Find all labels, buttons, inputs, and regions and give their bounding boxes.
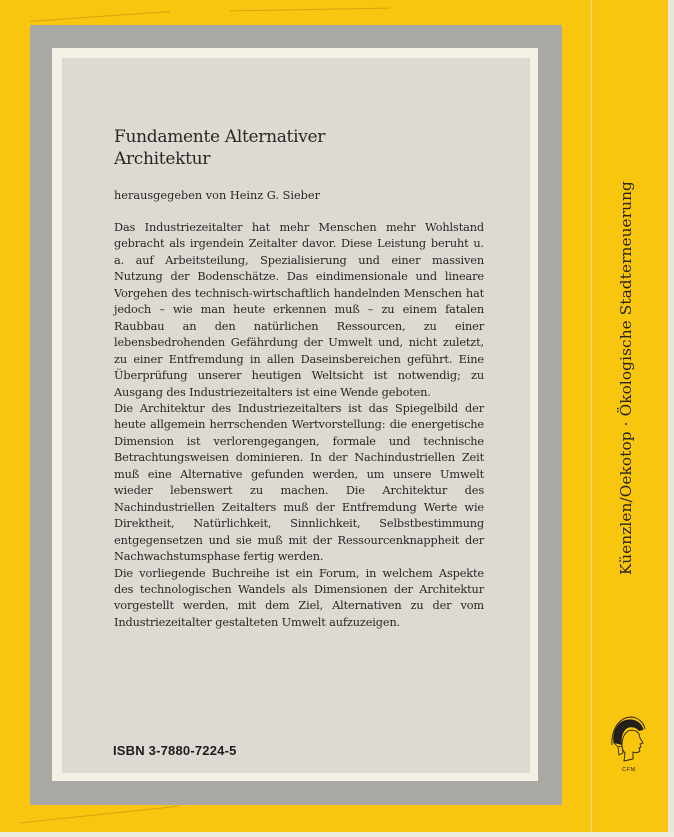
publisher-logo-label: CFM: [622, 767, 636, 773]
spine-title: Küenzlen/Oekotop · Ökologische Stadterneuerung: [617, 181, 635, 575]
editor-credit: herausgegeben von Heinz G. Sieber: [114, 189, 320, 202]
page-edge: [668, 0, 674, 837]
helmeted-head-logo-icon: [608, 715, 648, 765]
title-line-2: Architektur: [114, 149, 211, 169]
book-title: [114, 126, 514, 170]
spine-fold-line: [591, 0, 593, 832]
title-line-1: Fundamente Alternativer: [114, 127, 326, 147]
blurb-paragraph: Die Architektur des Industriezeitalters ist das Spiegelbild der heute allgemein herrschenden Wertvorstellung: die energetische Dimension ist verlorengegangen, formale und technische Betrachtungsweisen dominieren. In der Nachindustriellen Zeit muß eine Alternative gefunden werden, um unsere Umwelt wieder lebenswert zu machen. Die Architektur des Nachindustriellen Zeitalters muß der Entfremdung Werte wie Direktheit, Natürlichkeit, Sinnlichkeit, Selbstbestimmung entgegensetzen und sie muß mit der Ressourcenknappheit der Nachwachstumsphase fertig werden.: [114, 400, 484, 564]
blurb-text: [114, 219, 484, 630]
blurb-paragraph: Das Industriezeitalter hat mehr Menschen mehr Wohlstand gebracht als irgendein Zeitalter davor. Diese Leistung beruht u. a. auf Arbeitsteilung, Spezialisierung und einer massiven Nutzung der Bodenschätze. Das eindimensionale und lineare Vorgehen des technisch-wirtschaftlich handelnden Menschen hat jedoch – wie man heute erkennen muß – zu einem fatalen Raubbau an den natürlichen Ressourcen, zu einer lebensbedrohenden Gefährdung der Umwelt und, nicht zuletzt, zu einer Entfremdung in allen Daseinsbereichen geführt. Eine Überprüfung unserer heutigen Weltsicht ist notwendig; zu Ausgang des Industriezeitalters ist eine Wende geboten.: [114, 220, 484, 399]
page-edge-bottom: [0, 832, 674, 837]
blurb-paragraph: Die vorliegende Buchreihe ist ein Forum, in welchem Aspekte des technologischen Wandels als Dimensionen der Architektur vorgestellt werden, mit dem Ziel, Alternativen zu der vom Industriezeitalter gestalteten Umwelt aufzuzeigen.: [114, 565, 484, 629]
isbn: ISBN 3-7880-7224-5: [113, 743, 237, 758]
